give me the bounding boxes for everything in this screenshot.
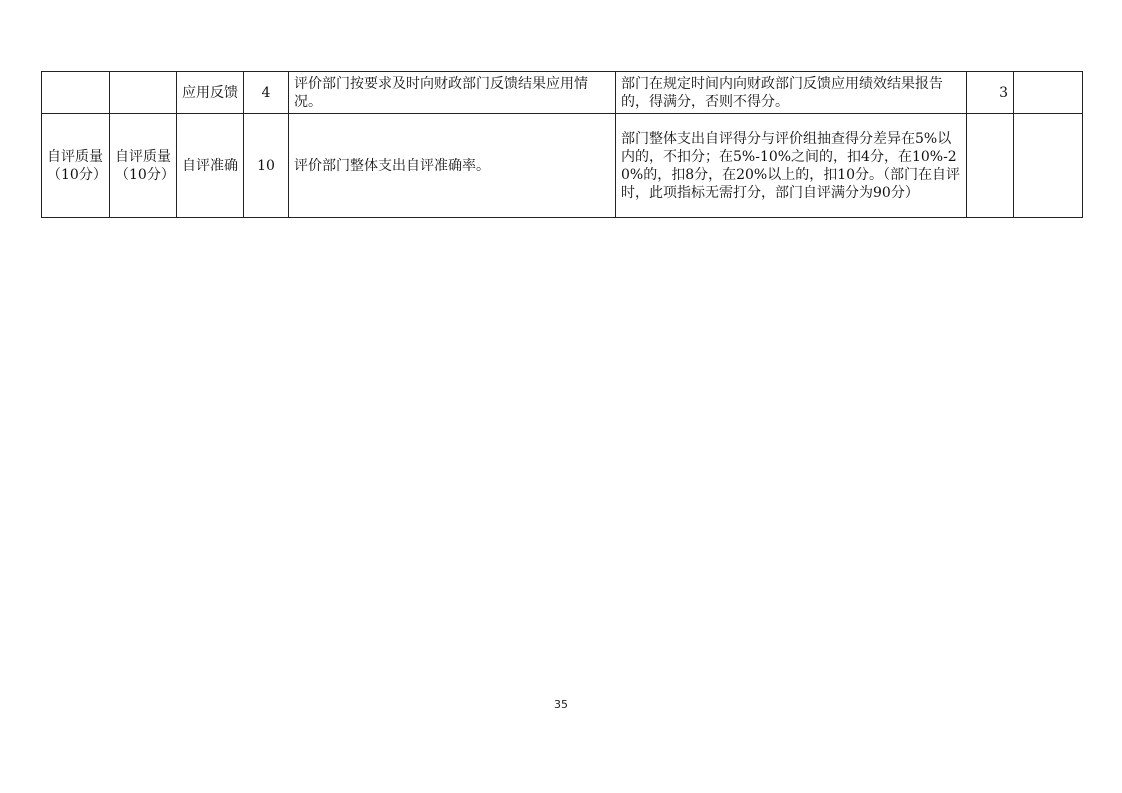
level1-indicator-cell (42, 72, 110, 114)
table-row (42, 114, 1083, 218)
level3-indicator-cell: 自评准确 (177, 114, 244, 218)
criteria-cell: 部门在规定时间内向财政部门反馈应用绩效结果报告的，得满分，否则不得分。 (616, 72, 967, 114)
description-cell: 评价部门整体支出自评准确率。 (289, 114, 616, 218)
remark-cell (1014, 114, 1083, 218)
level3-indicator-cell: 应用反馈 (177, 72, 244, 114)
level1-indicator-cell: 自评质量（10分） (42, 114, 110, 218)
level2-indicator-cell: 自评质量（10分） (110, 114, 177, 218)
weight-cell: 10 (244, 114, 289, 218)
criteria-cell: 部门整体支出自评得分与评价组抽查得分差异在5%以内的，不扣分；在5%-10%之间的，扣4分，在10%-20%的，扣8分，在20%以上的，扣10分。（部门在自评时，此项指标无需打分，部门自评满分为90分） (616, 114, 967, 218)
score-cell (967, 114, 1014, 218)
remark-cell (1014, 72, 1083, 114)
page-number: 35 (554, 698, 568, 711)
weight-cell: 4 (244, 72, 289, 114)
level2-indicator-cell (110, 72, 177, 114)
evaluation-table (41, 71, 1083, 218)
score-cell: 3 (967, 72, 1014, 114)
description-cell: 评价部门按要求及时向财政部门反馈结果应用情况。 (289, 72, 616, 114)
table-row (42, 72, 1083, 114)
